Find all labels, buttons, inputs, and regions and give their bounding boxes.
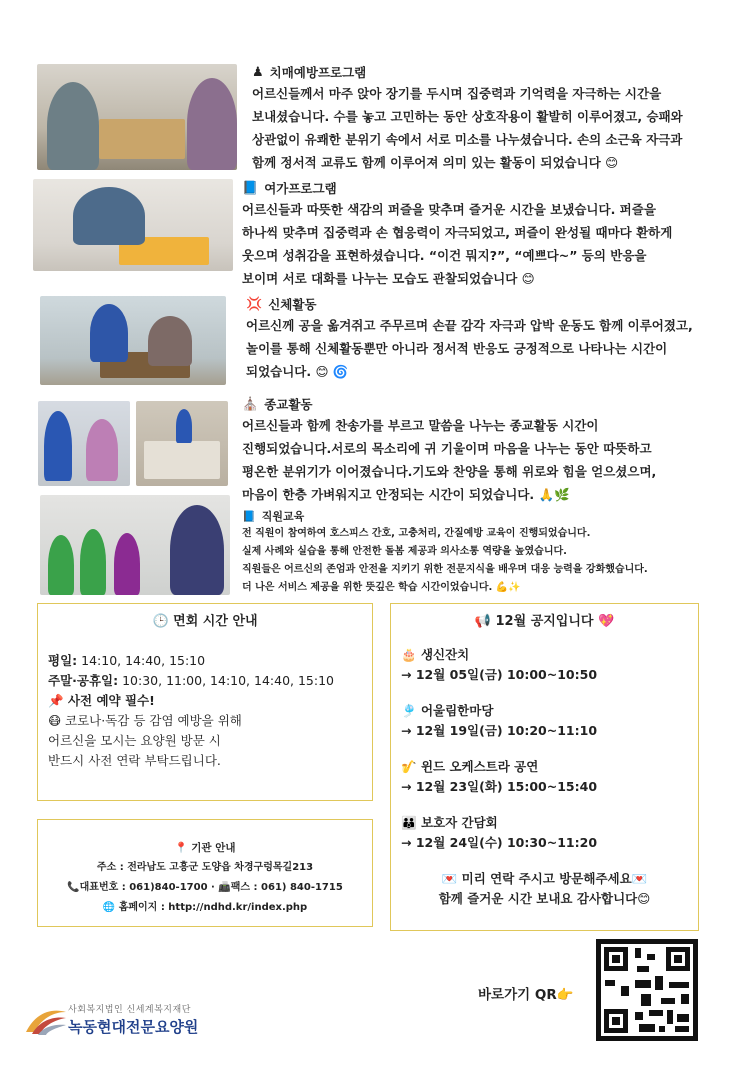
visit-hours-box xyxy=(37,603,373,801)
church-icon: ⛪ xyxy=(242,396,259,412)
sparkle-icon: 💢 xyxy=(246,296,263,312)
institution-title-row xyxy=(46,838,364,858)
institution-homepage-link[interactable]: 홈페이지 : http://ndhd.kr/index.php xyxy=(118,902,308,913)
section-title: 직원교육 xyxy=(261,510,305,523)
institution-web-row xyxy=(46,898,364,918)
section-line: 되었습니다. 😊 🌀 xyxy=(246,364,349,379)
section-leisure-program xyxy=(236,174,726,284)
footer-logo xyxy=(24,1002,264,1038)
notice-item-when: → 12월 19일(금) 10:20~11:10 xyxy=(401,723,598,738)
prevention-text: 코로나·독감 등 감염 예방을 위해 xyxy=(65,713,242,728)
section-title: 치매예방프로그램 xyxy=(269,65,367,80)
cake-icon: 🎂 xyxy=(401,647,417,662)
section-title: 여가프로그램 xyxy=(264,181,337,196)
heart-icon: 💖 xyxy=(598,614,615,629)
section-physical-activity xyxy=(240,290,726,382)
photo-staff-training xyxy=(40,495,230,595)
saxophone-icon: 🎷 xyxy=(401,759,417,774)
weekend-times: 10:30, 11:00, 14:10, 14:40, 15:10 xyxy=(118,673,335,688)
photo-puzzle-activity xyxy=(33,179,233,271)
visit-notice-line: 어르신을 모시는 요양원 방문 시 xyxy=(48,733,221,748)
phone-icon: 📞 xyxy=(67,882,80,893)
clock-icon: 🕒 xyxy=(152,614,169,629)
notice-item-when: → 12월 05일(금) 10:00~10:50 xyxy=(401,667,598,682)
section-line: 전 직원이 참여하여 호스피스 간호, 고충처리, 간질예방 교육이 진행되었습니다. xyxy=(242,528,591,539)
notice-item-when: → 12월 23일(화) 15:00~15:40 xyxy=(401,779,598,794)
notice-item-orchestra xyxy=(401,757,688,797)
weekend-hours xyxy=(48,671,362,691)
notice-item-name-row xyxy=(401,813,688,833)
section-staff-education xyxy=(236,504,730,598)
logo-org-name: 사회복지법인 신세계복지재단 xyxy=(68,1005,191,1015)
december-notice-box xyxy=(390,603,699,931)
weekend-label: 주말·공휴일: xyxy=(48,673,119,688)
notice-item-guardian-meeting xyxy=(401,813,688,853)
section-line: 진행되었습니다.서로의 목소리에 귀 기울이며 마음을 나누는 동안 따뜻하고 xyxy=(242,441,652,456)
section-title: 종교활동 xyxy=(264,397,313,412)
weekday-label: 평일: xyxy=(48,653,78,668)
visit-notice-line: 반드시 사전 연락 부탁드립니다. xyxy=(48,753,221,768)
section-line: 어르신들께서 마주 앉아 장기를 두시며 집중력과 기억력을 자극하는 시간을 xyxy=(252,86,662,101)
reservation-text: 사전 예약 필수! xyxy=(67,693,155,708)
institution-phone: 대표번호 : 061)840-1700 · 📠팩스 : 061) 840-1715 xyxy=(79,882,343,893)
section-line: 마음이 한층 가벼워지고 안정되는 시간이 되었습니다. 🙏🌿 xyxy=(242,487,570,502)
notice-item-festival xyxy=(401,701,688,741)
notice-item-name-row xyxy=(401,757,688,777)
family-icon: 👪 xyxy=(401,815,417,830)
notice-title: 12월 공지입니다 xyxy=(495,614,594,629)
notice-footer-line: 함께 즐거운 시간 보내요 감사합니다😊 xyxy=(438,891,651,906)
section-line: 직원들은 어르신의 존엄과 안전을 지키기 위한 전문지식을 배우며 대응 능력을 강화했습니다. xyxy=(242,564,648,575)
visit-title: 면회 시간 안내 xyxy=(173,614,258,629)
section-religious-activity xyxy=(236,390,726,502)
notice-item-name: 윈드 오케스트라 공연 xyxy=(420,759,539,774)
institution-phone-row xyxy=(46,878,364,898)
photo-worship-hall xyxy=(136,401,228,486)
prevention-line xyxy=(48,711,362,731)
globe-icon: 🌐 xyxy=(102,902,116,913)
section-line: 보내셨습니다. 수를 놓고 고민하는 동안 상호작용이 활발히 이루어졌고, 승패와 xyxy=(252,109,683,124)
institution-address: 주소 : 전라남도 고흥군 도양읍 차경구렁목길213 xyxy=(96,862,314,873)
section-line: 함께 정서적 교류도 함께 이루어져 의미 있는 활동이 되었습니다 😊 xyxy=(252,155,619,170)
notice-title-row xyxy=(401,610,688,629)
institution-info-box xyxy=(37,819,373,927)
section-line: 놀이를 통해 신체활동뿐만 아니라 정서적 반응도 긍정적으로 나타나는 시간이 xyxy=(246,341,668,356)
photo-ball-exercise xyxy=(40,296,226,385)
book-icon: 📘 xyxy=(242,509,256,523)
notice-footer-line: 💌 미리 연락 주시고 방문해주세요💌 xyxy=(441,871,648,886)
notice-item-name-row xyxy=(401,645,688,665)
photo-janggi-game xyxy=(37,64,237,170)
pushpin-icon: 📌 xyxy=(48,693,64,708)
notice-item-name-row xyxy=(401,701,688,721)
logo-swoosh-icon xyxy=(24,1006,68,1036)
notice-item-name: 보호자 간담회 xyxy=(420,815,498,830)
section-line: 어르신들과 따뜻한 색감의 퍼즐을 맞추며 즐거운 시간을 보냈습니다. 퍼즐을 xyxy=(242,202,656,217)
institution-title: 기관 안내 xyxy=(191,842,236,854)
section-line: 웃으며 성취감을 표현하셨습니다. “이건 뭐지?”, “예쁘다~” 등의 반응을 xyxy=(242,248,647,263)
megaphone-icon: 📢 xyxy=(474,614,491,629)
section-line: 평온한 분위기가 이어졌습니다.기도와 찬양을 통해 위로와 힘을 얻으셨으며, xyxy=(242,464,657,479)
section-line: 더 나은 서비스 제공을 위한 뜻깊은 학습 시간이었습니다. 💪✨ xyxy=(242,582,521,593)
notice-item-when: → 12월 24일(수) 10:30~11:20 xyxy=(401,835,598,850)
pin-icon: 📍 xyxy=(174,842,188,854)
book-icon: 📘 xyxy=(242,180,259,196)
visit-title-row xyxy=(48,610,362,629)
section-line: 상관없이 유쾌한 분위기 속에서 서로 미소를 나누셨습니다. 손의 소근육 자극과 xyxy=(252,132,683,147)
section-line: 어르신께 공을 옮겨쥐고 주무르며 손끝 감각 자극과 압박 운동도 함께 이루어졌고, xyxy=(246,318,693,333)
weekday-times: 14:10, 14:40, 15:10 xyxy=(77,653,206,668)
wind-chime-icon: 🎐 xyxy=(401,703,417,718)
section-dementia-prevention xyxy=(246,58,728,168)
qr-label: 바로가기 QR👉 xyxy=(478,987,574,1003)
notice-item-name: 생신잔치 xyxy=(420,647,470,662)
chess-pawn-icon: ♟ xyxy=(252,64,264,80)
section-line: 실제 사례와 실습을 통해 안전한 돌봄 제공과 의사소통 역량을 높였습니다. xyxy=(242,546,567,557)
section-line: 하나씩 맞추며 집중력과 손 협응력이 자극되었고, 퍼즐이 완성될 때마다 환하게 xyxy=(242,225,673,240)
section-line: 보이며 서로 대화를 나누는 모습도 관찰되었습니다 😊 xyxy=(242,271,535,286)
section-title: 신체활동 xyxy=(268,297,317,312)
reservation-required xyxy=(48,691,362,711)
logo-facility-name: 녹동현대전문요양원 xyxy=(68,1018,199,1036)
notice-item-birthday xyxy=(401,645,688,685)
photo-worship-care xyxy=(38,401,130,486)
weekday-hours xyxy=(48,651,362,671)
section-line: 어르신들과 함께 찬송가를 부르고 말씀을 나누는 종교활동 시간이 xyxy=(242,418,599,433)
qr-code[interactable] xyxy=(596,939,698,1041)
notice-item-name: 어울림한마당 xyxy=(420,703,494,718)
mask-face-icon: 😷 xyxy=(48,713,62,728)
